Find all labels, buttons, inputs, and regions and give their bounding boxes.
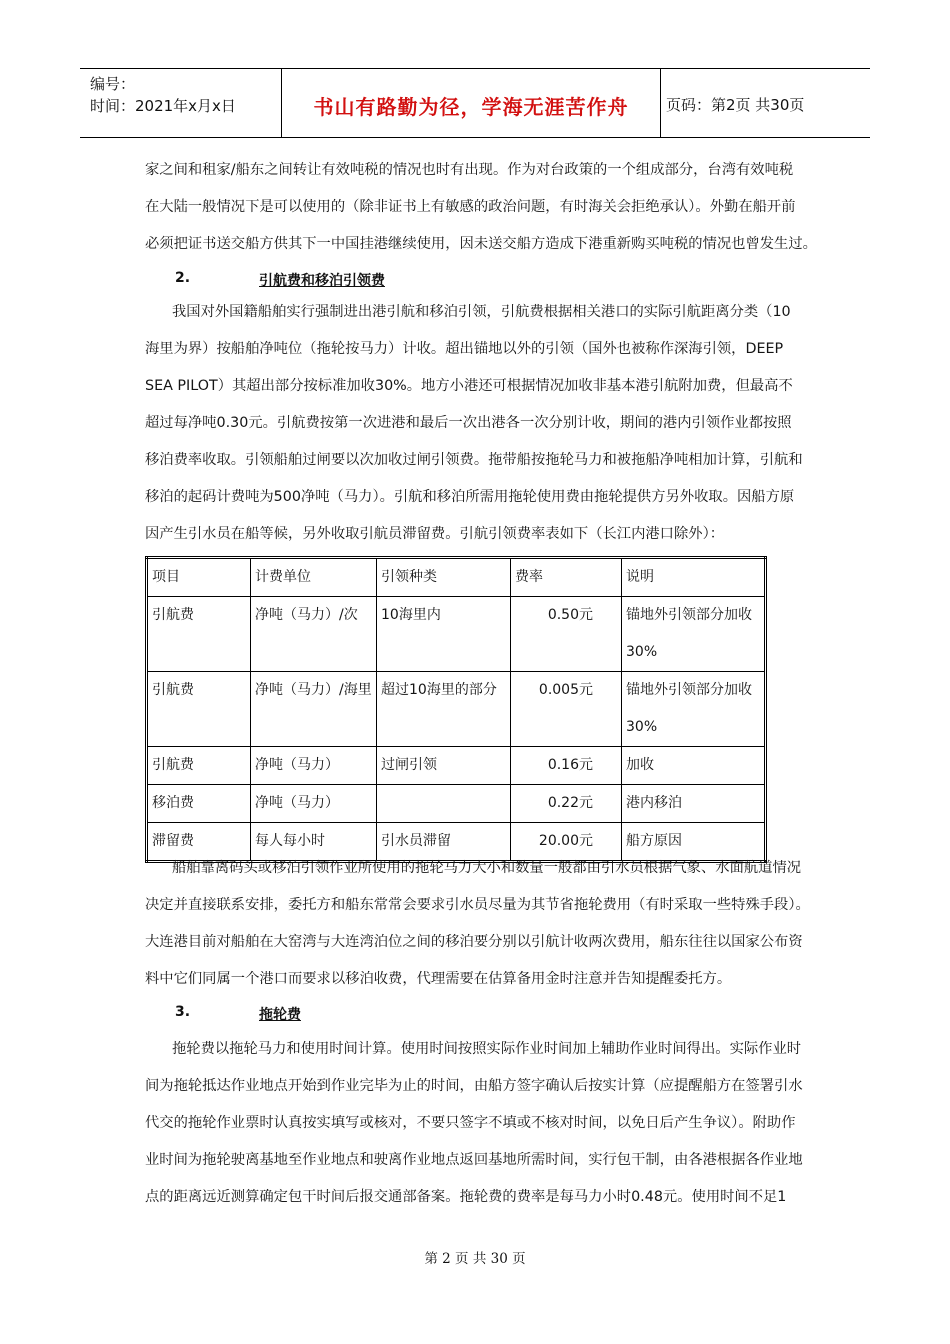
section-number: 2. <box>175 270 191 286</box>
page-header <box>80 68 870 138</box>
table-cell: 引航费 <box>147 597 251 672</box>
table-cell: 0.16元 <box>511 747 622 785</box>
table-cell: 过闸引领 <box>377 747 511 785</box>
table-cell: 滞留费 <box>147 823 251 862</box>
paragraph-line: 因产生引水员在船等候，另外收取引航员滞留费。引航引领费率表如下（长江内港口除外）： <box>145 526 725 542</box>
paragraph-line: 间为拖轮抵达作业地点开始到作业完毕为止的时间，由船方签字确认后按实计算（应提醒船方在签署引水 <box>145 1078 803 1094</box>
paragraph-line: 海里为界）按船舶净吨位（拖轮按马力）计收。超出锚地以外的引领（国外也被称作深海引领，DEEP <box>145 341 784 357</box>
document-code-label: 编号： <box>90 75 136 93</box>
paragraph-line: SEA PILOT）其超出部分按标准加收30%。地方小港还可根据情况加收非基本港引航附加费，但最高不 <box>145 378 793 394</box>
table-row <box>147 672 766 747</box>
header-cell: 费率 <box>511 558 622 597</box>
table-cell: 0.50元 <box>511 597 622 672</box>
table-row <box>147 597 766 672</box>
paragraph-line: 我国对外国籍船舶实行强制进出港引航和移泊引领，引航费根据相关港口的实际引航距离分类（10 <box>172 304 791 320</box>
header-cell: 计费单位 <box>251 558 377 597</box>
table-cell: 锚地外引领部分加收 30% <box>622 597 766 672</box>
paragraph-line: 点的距离远近测算确定包干时间后报交通部备案。拖轮费的费率是每马力小时0.48元。使用时间不足1 <box>145 1189 787 1205</box>
table-cell: 净吨（马力） <box>251 747 377 785</box>
table-cell: 加收 <box>622 747 766 785</box>
section-title: 拖轮费 <box>259 1007 301 1023</box>
table-row <box>147 823 766 862</box>
table-cell: 净吨（马力）/海里 <box>251 672 377 747</box>
paragraph-line: 移泊的起码计费吨为500净吨（马力）。引航和移泊所需用拖轮使用费由拖轮提供方另外收取。因船方原 <box>145 489 795 505</box>
paragraph-line: 料中它们同属一个港口而要求以移泊收费，代理需要在估算备用金时注意并告知提醒委托方。 <box>145 971 732 987</box>
table-cell: 引航费 <box>147 747 251 785</box>
paragraph-line: 代交的拖轮作业票时认真按实填写或核对，不要只签字不填或不核对时间，以免日后产生争议）。附助作 <box>145 1115 796 1131</box>
table-cell: 净吨（马力）/次 <box>251 597 377 672</box>
paragraph-line: 移泊费率收取。引领船舶过闸要以次加收过闸引领费。拖带船按拖轮马力和被拖船净吨相加计算，引航和 <box>145 452 803 468</box>
table-cell: 10海里内 <box>377 597 511 672</box>
table-cell: 20.00元 <box>511 823 622 862</box>
paragraph-line: 超过每净吨0.30元。引航费按第一次进港和最后一次出港各一次分别计收，期间的港内引领作业都按照 <box>145 415 792 431</box>
header-cell: 引领种类 <box>377 558 511 597</box>
paragraph-line: 必须把证书送交船方供其下一中国挂港继续使用，因未送交船方造成下港重新购买吨税的情况也曾发生过。 <box>145 236 817 252</box>
document-date-label: 时间：2021年x月x日 <box>90 97 236 115</box>
paragraph-line: 家之间和租家/船东之间转让有效吨税的情况也时有出现。作为对台政策的一个组成部分，台湾有效吨税 <box>145 162 794 178</box>
paragraph-line: 业时间为拖轮驶离基地至作业地点和驶离作业地点返回基地所需时间，实行包干制，由各港根据各作业地 <box>145 1152 803 1168</box>
table-cell: 锚地外引领部分加收 30% <box>622 672 766 747</box>
page-footer: 第 2 页 共 30 页 <box>424 1251 526 1267</box>
section-number: 3. <box>175 1004 191 1020</box>
table-cell: 港内移泊 <box>622 785 766 823</box>
header-page-info: 页码：第2页 共30页 <box>666 96 805 114</box>
table-header-row <box>147 558 766 597</box>
table-cell: 引航费 <box>147 672 251 747</box>
table-cell: 0.005元 <box>511 672 622 747</box>
header-cell: 说明 <box>622 558 766 597</box>
table-cell: 净吨（马力） <box>251 785 377 823</box>
paragraph-line: 船舶靠离码头或移泊引领作业所使用的拖轮马力大小和数量一般都由引水员根据气象、水面航道情况 <box>172 860 802 876</box>
section-title: 引航费和移泊引领费 <box>259 273 385 289</box>
table-cell: 移泊费 <box>147 785 251 823</box>
table-row <box>147 785 766 823</box>
table-cell: 引水员滞留 <box>377 823 511 862</box>
pilotage-fee-table <box>145 556 767 863</box>
table-cell: 超过10海里的部分 <box>377 672 511 747</box>
header-motto: 书山有路勤为径，学海无涯苦作舟 <box>313 95 629 119</box>
header-meta-cell <box>80 69 280 137</box>
paragraph-line: 在大陆一般情况下是可以使用的（除非证书上有敏感的政治问题，有时海关会拒绝承认）。外勤在船开前 <box>145 199 796 215</box>
table-cell <box>377 785 511 823</box>
table-cell: 每人每小时 <box>251 823 377 862</box>
header-motto-cell <box>281 69 661 137</box>
table-row <box>147 747 766 785</box>
paragraph-line: 大连港目前对船舶在大窑湾与大连湾泊位之间的移泊要分别以引航计收两次费用，船东往往以国家公布资 <box>145 934 803 950</box>
header-cell: 项目 <box>147 558 251 597</box>
table-cell: 船方原因 <box>622 823 766 862</box>
paragraph-line: 决定并直接联系安排，委托方和船东常常会要求引水员尽量为其节省拖轮费用（有时采取一些特殊手段）。 <box>145 897 810 913</box>
paragraph-line: 拖轮费以拖轮马力和使用时间计算。使用时间按照实际作业时间加上辅助作业时间得出。实际作业时 <box>172 1041 802 1057</box>
header-page-cell <box>660 69 870 137</box>
table-cell: 0.22元 <box>511 785 622 823</box>
